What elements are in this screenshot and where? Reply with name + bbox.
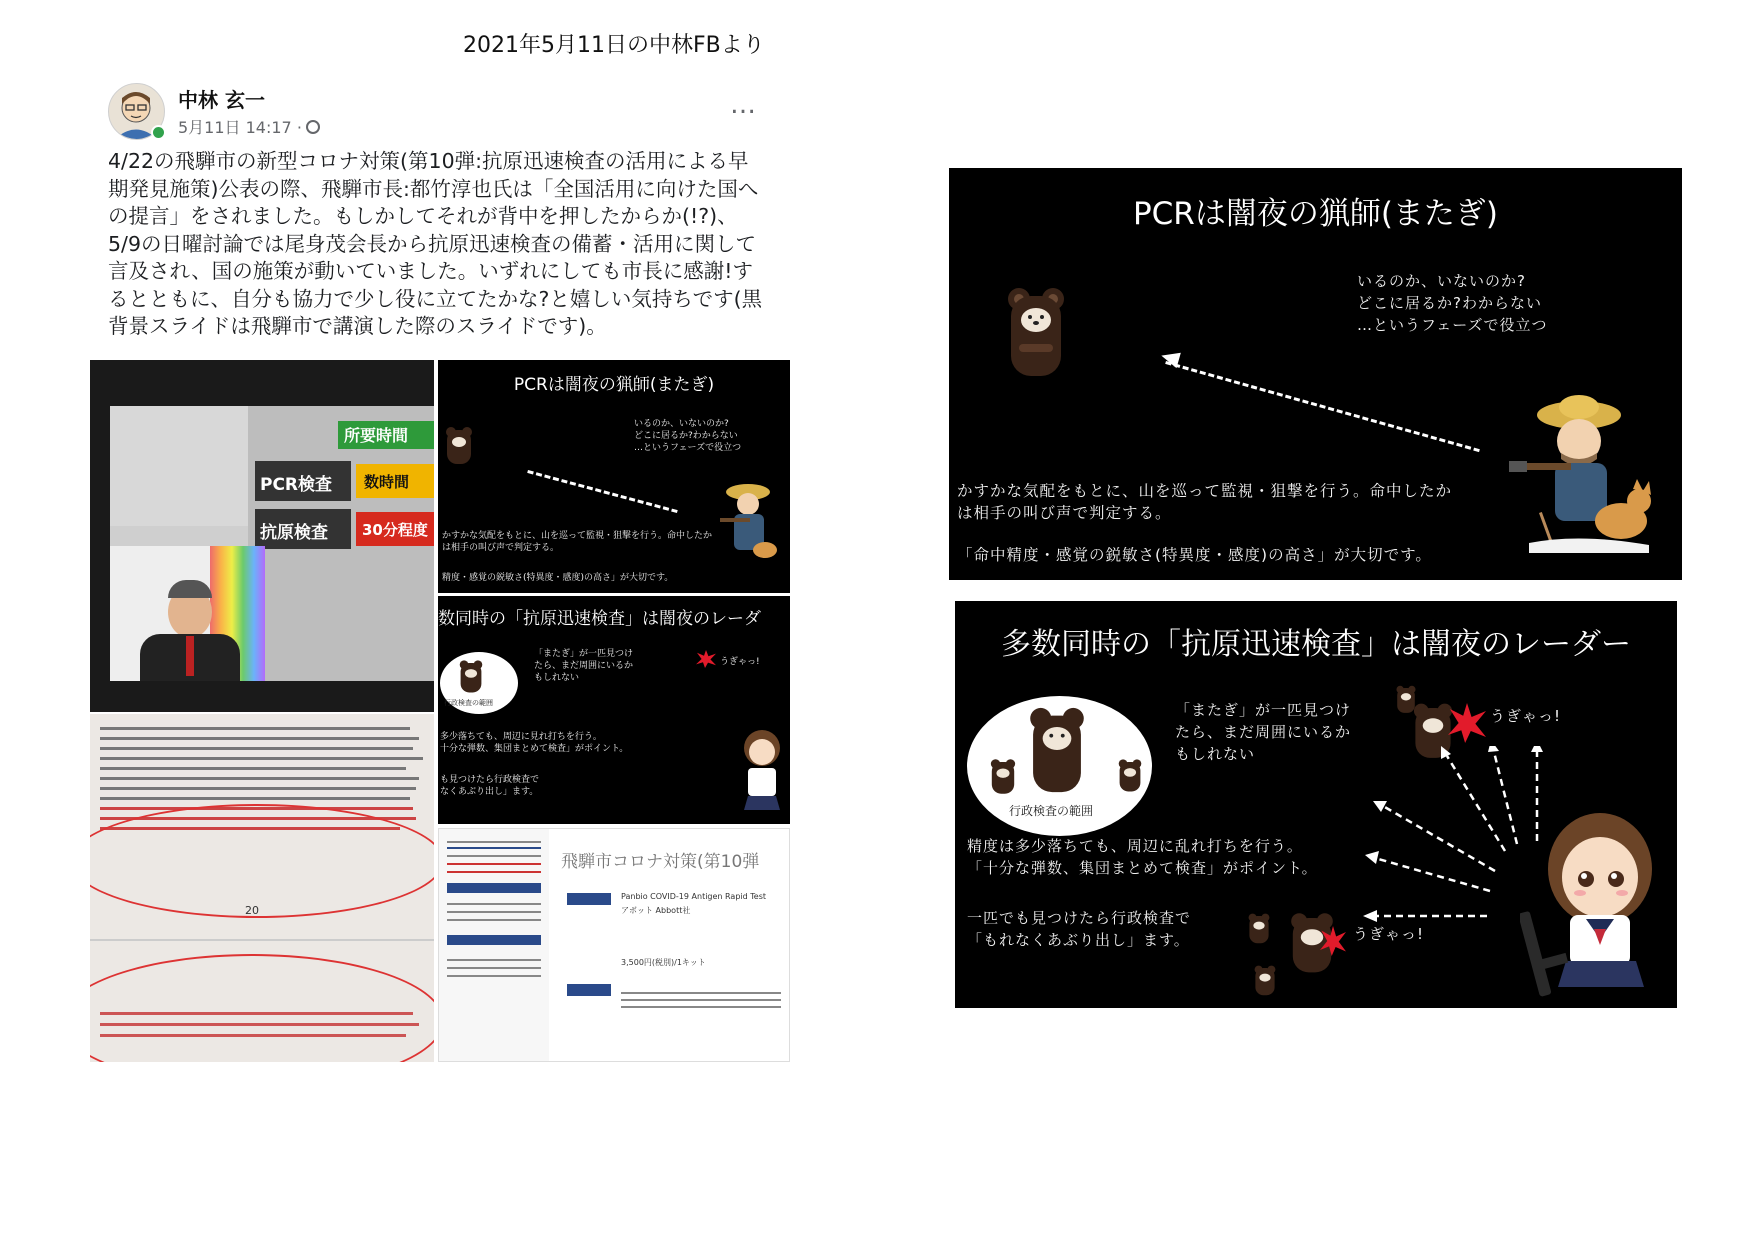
tv-header: 所要時間 [338, 421, 434, 449]
bear-icon [458, 658, 484, 694]
hida-doc-left-page [439, 829, 549, 1062]
bear-icon [1027, 706, 1087, 794]
post-date[interactable]: 5月11日 14:17 · [178, 118, 302, 137]
slide-pcr-title: PCRは闇夜の猟師(またぎ) [1132, 196, 1499, 232]
slide-antigen-ugya2: うぎゃっ! [1353, 925, 1425, 943]
thumb2-circle [440, 652, 518, 714]
photo-tv-broadcast[interactable] [90, 360, 434, 712]
slide-antigen-circle [967, 696, 1152, 836]
photo-document[interactable] [90, 714, 434, 1062]
document-page-number: 20 [245, 904, 259, 917]
girl-icon [1520, 811, 1670, 1001]
slide-pcr [949, 168, 1682, 580]
hida-doc-kit: Panbio COVID-19 Antigen Rapid Test [621, 892, 766, 901]
slide-antigen-title: 多数同時の「抗原迅速検査」は闇夜のレーダー [1001, 627, 1631, 662]
slide-pcr-body2: 「命中精度・感覚の鋭敏さ(特異度・感度)の高さ」が大切です。 [957, 546, 1432, 564]
bear-icon [444, 425, 474, 465]
photo-hida-document[interactable] [438, 828, 790, 1062]
bear-icon [1117, 756, 1143, 794]
hida-doc-title: 飛騨市コロナ対策(第10弾 [561, 852, 760, 872]
thumb2-circle-label: 行政検査の範囲 [444, 699, 493, 707]
document-red-circle [90, 804, 434, 918]
tv-row1-value: 数時間 [356, 464, 434, 498]
tv-row1-label: PCR検査 [255, 461, 351, 501]
online-status-dot [151, 125, 166, 140]
thumb1-body2: 精度・感覚の鋭敏さ(特異度・感度)の高さ」が大切です。 [442, 573, 674, 583]
bear-icon [1253, 963, 1277, 997]
document-red-lines [100, 1004, 426, 1045]
page-caption: 2021年5月11日の中林FBより [463, 33, 765, 58]
speaker-image [110, 546, 265, 681]
burst-icon [696, 650, 716, 668]
thumb1-dashed-arrow [527, 470, 677, 513]
hunter-icon [1509, 393, 1659, 553]
photo-slide-antigen-thumb[interactable] [438, 596, 790, 824]
post-text: 4/22の飛騨市の新型コロナ対策(第10弾:抗原迅速検査の活用による早期発見施策)公表の際、飛騨市長:都竹淳也氏は「全国活用に向けた国への提言」をされました。もしかしてそれが背中を押したからか(!?)、5/9の日曜討論では尾身茂会長から抗原迅速検査の備蓄・活用に関して言及され、国の施策が動いていました。いずれにしても市長に感謝!するとともに、自分も協力で少し役に立てたかな?と嬉しい気持ちです(黒背景スライドは飛騨市で講演した際のスライドです)。 [108, 149, 763, 338]
tv-screen [110, 406, 434, 681]
slide-antigen [955, 601, 1677, 1008]
hunter-icon [720, 480, 780, 560]
thumb2-body1: 多少落ちても、周辺に見れ打ちを行う。 十分な弾数、集団まとめて検査」がポイント。 [440, 732, 629, 754]
tv-row2-label: 抗原検査 [255, 509, 351, 549]
bear-icon [1005, 286, 1067, 378]
slide-antigen-body1: 精度は多少落ちても、周辺に乱れ打ちを行う。 「十分な弾数、集団まとめて検査」がポイント。 [967, 837, 1318, 877]
slide-antigen-circle-label: 行政検査の範囲 [1009, 804, 1094, 818]
slide-pcr-body1: かすかな気配をもとに、山を巡って監視・狙撃を行う。命中したか は相手の叫び声で判定する。 [957, 482, 1453, 522]
girl-icon [738, 726, 786, 816]
thumb1-note: いるのか、いないのか? どこに居るか?わからない …というフェーズで役立つ [634, 419, 742, 453]
thumb2-ugya: うぎゃっ! [720, 657, 760, 667]
bear-icon [989, 756, 1017, 796]
thumb2-body2: も見つけたら行政検査で なくあぶり出し」ます。 [440, 775, 540, 797]
slide-pcr-note: いるのか、いないのか? どこに居るか?わからない …というフェーズで役立つ [1357, 272, 1548, 334]
thumb2-note: 「またぎ」が一匹見つけ たら、まだ周囲にいるか もしれない [534, 649, 634, 683]
slide-pcr-dashed-arrow [1165, 361, 1480, 452]
hida-doc-price: 3,500円(税別)/1キット [621, 958, 706, 967]
globe-icon [306, 120, 320, 134]
slide-antigen-body2: 一匹でも見つけたら行政検査で 「もれなくあぶり出し」ます。 [967, 909, 1192, 949]
thumb1-title: PCRは闇夜の猟師(またぎ) [513, 375, 715, 395]
bear-icon [1247, 911, 1271, 945]
hida-doc-maker: アボット Abbott社 [621, 906, 691, 915]
post-author[interactable]: 中林 玄一 [178, 88, 265, 112]
more-options-icon[interactable]: … [730, 90, 757, 120]
tv-row2-value: 30分程度 [356, 512, 434, 546]
post-meta [178, 115, 320, 138]
slide-antigen-note: 「またぎ」が一匹見つけ たら、まだ周囲にいるか もしれない [1175, 701, 1352, 763]
thumb1-body1: かすかな気配をもとに、山を巡って監視・狙撃を行う。命中したか は相手の叫び声で判定する。 [442, 531, 713, 553]
slide-antigen-ugya1: うぎゃっ! [1490, 707, 1562, 725]
photo-slide-pcr-thumb[interactable] [438, 360, 790, 593]
thumb2-title: 数同時の「抗原迅速検査」は闇夜のレーダ [438, 609, 761, 629]
